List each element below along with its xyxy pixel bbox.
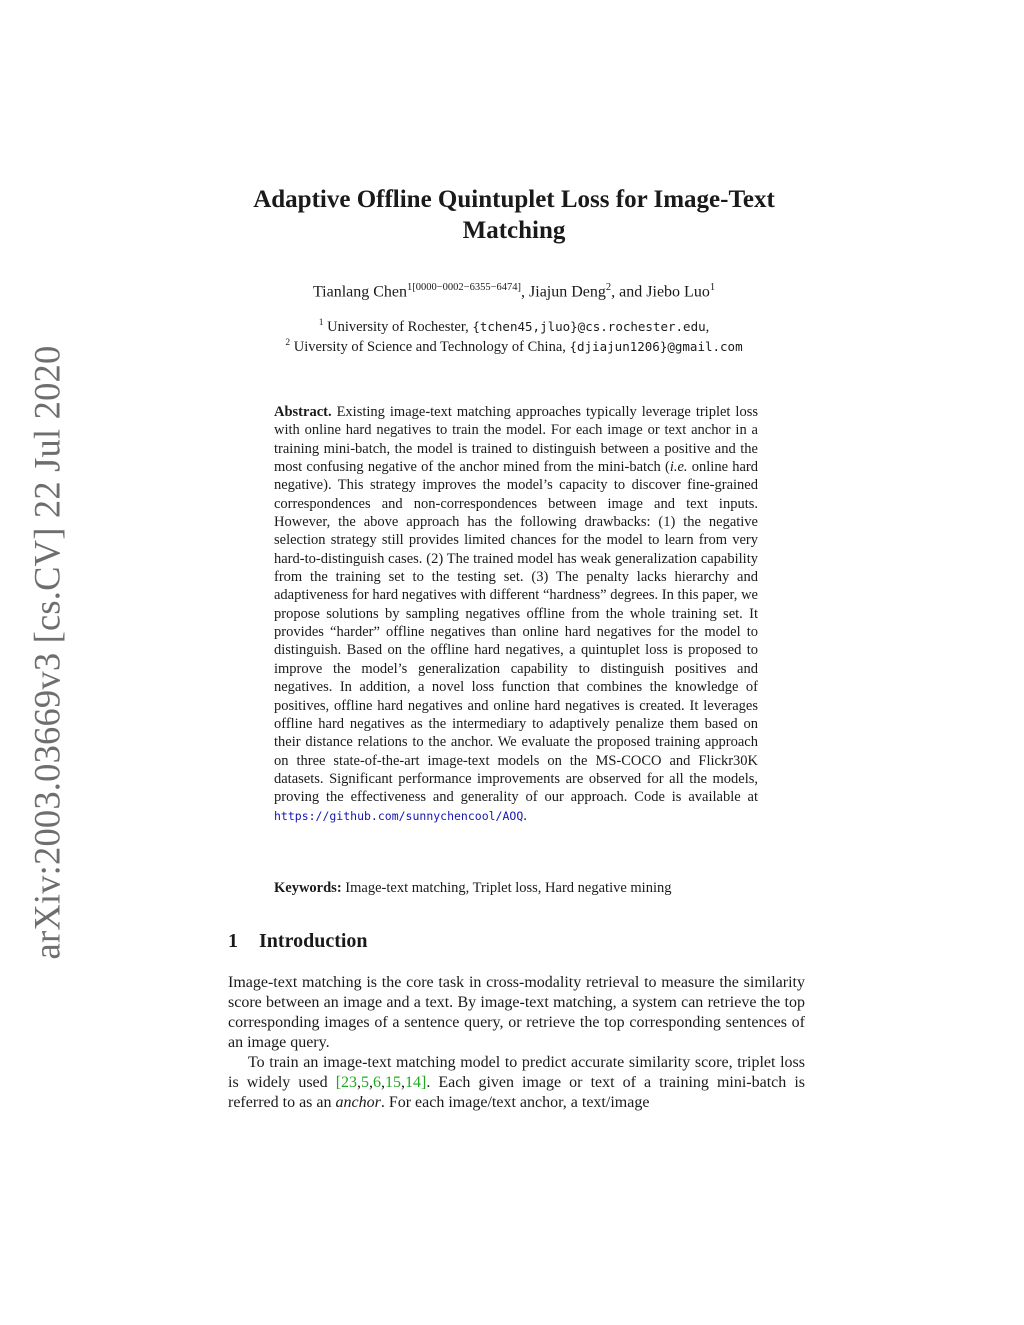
keywords-label: Keywords: <box>274 880 342 896</box>
body-text <box>228 973 805 1113</box>
arxiv-identifier <box>26 345 68 960</box>
affiliation-tail: , <box>705 318 710 335</box>
citation-link[interactable]: 14 <box>405 1074 422 1091</box>
affiliation-text: University of Rochester, <box>323 318 473 335</box>
paragraph-text: . Each given image or text of a training mini-batch is referred to as an <box>228 1074 805 1111</box>
affiliation-mark: 1 <box>318 318 324 328</box>
abstract-text: online hard negative). This strategy improves the model’s capacity to discover fine-grained correspondences and non-correspondences between image and text inputs. However, the above approach has the following drawbacks: (1) the negative selection strategy still provides limited chances for the model to learn from very hard-to-distinguish cases. (2) The trained model has weak generalization capability from the training set to the testing set. (3) The penalty lacks hierarchy and adaptiveness for hard negatives with different “hardness” degrees. In this paper, we propose solutions by sampling negatives offline from the whole training set. It provides “harder” offline negatives than online hard negatives for the model to distinguish. Based on the offline hard negatives, a quintuplet loss is proposed to improve the model’s generalization capability to distinguish positives and negatives. In addition, a novel loss function that combines the knowledge of positives, offline hard negatives and online hard negatives is created. It leverages offline hard negatives as the intermediary to adaptively penalize them based on their distance relations to the anchor. We evaluate the proposed training approach on three state-of-the-art image-text models on the MS-COCO and Flickr30K datasets. Significant performance improvements are observed for all the models, proving the effectiveness and generality of our approach. Code is available at <box>274 459 758 806</box>
abstract-end: . <box>523 807 527 824</box>
author-name: Jiajun Deng <box>529 283 606 301</box>
keywords-text: Image-text matching, Triplet loss, Hard negative mining <box>341 880 672 896</box>
author-list <box>214 282 814 301</box>
abstract-ie: i.e. <box>669 459 688 476</box>
citation-separator: , <box>381 1074 386 1091</box>
section-title: Introduction <box>259 930 368 952</box>
abstract-label: Abstract. <box>274 404 332 420</box>
affiliation-1 <box>214 318 814 336</box>
citation-link[interactable]: 5 <box>361 1074 370 1091</box>
citation-separator: , <box>369 1074 374 1091</box>
author-affiliation-mark: 1 <box>709 282 716 293</box>
author-separator: , <box>521 283 530 301</box>
paper-title: Adaptive Offline Quintuplet Loss for Image-Text Matching <box>253 186 775 244</box>
section-number: 1 <box>228 930 238 952</box>
author-separator: , and <box>611 283 647 301</box>
affiliation-email: {djiajun1206}@gmail.com <box>569 338 743 354</box>
paragraph-text: To train an image-text matching model to predict accurate similarity score, triplet loss is widely used <box>228 1054 805 1091</box>
author-affiliation-mark: 1[0000−0002−6355−6474] <box>407 282 522 293</box>
paragraph-text: . For each image/text anchor, a text/image <box>380 1094 650 1111</box>
author-name: Jiebo Luo <box>646 283 710 301</box>
abstract <box>274 403 758 825</box>
affiliation-mark: 2 <box>285 338 291 348</box>
paragraph <box>228 1053 805 1113</box>
citation-link[interactable]: 23 <box>341 1074 358 1091</box>
section-heading <box>228 930 368 953</box>
code-link[interactable]: https://github.com/sunnychencool/AOQ <box>274 808 524 823</box>
author-affiliation-mark: 2 <box>605 282 612 293</box>
arxiv-identifier-text: arXiv:2003.03669v3 [cs.CV] 22 Jul 2020 <box>26 345 68 960</box>
citation-link[interactable]: 6 <box>373 1074 382 1091</box>
citation-separator: , <box>357 1074 362 1091</box>
affiliation-text: Uiversity of Science and Technology of China, <box>290 338 570 355</box>
citation-link[interactable]: 15 <box>385 1074 402 1091</box>
author-name: Tianlang Chen <box>312 283 408 301</box>
citation-bracket: [ <box>335 1074 342 1091</box>
paragraph: Image-text matching is the core task in cross-modality retrieval to measure the similarity score between an image and a text. By image-text matching, a system can retrieve the top corresponding images of a sentence query, or retrieve the top corresponding sentences of an image query. <box>228 974 805 1051</box>
citation-bracket: ] <box>421 1074 427 1091</box>
citation-separator: , <box>401 1074 406 1091</box>
affiliation-2 <box>214 338 814 356</box>
keywords <box>274 880 758 897</box>
affiliation-email: {tchen45,jluo}@cs.rochester.edu <box>472 318 706 334</box>
emphasis-anchor: anchor <box>335 1094 381 1111</box>
abstract-text: Existing image-text matching approaches typically leverage triplet loss with online hard negatives to train the model. For each image or text anchor in a training mini-batch, the model is trained to distinguish between a positive and the most confusing negative of the anchor mined from the mini-batch ( <box>274 404 758 476</box>
